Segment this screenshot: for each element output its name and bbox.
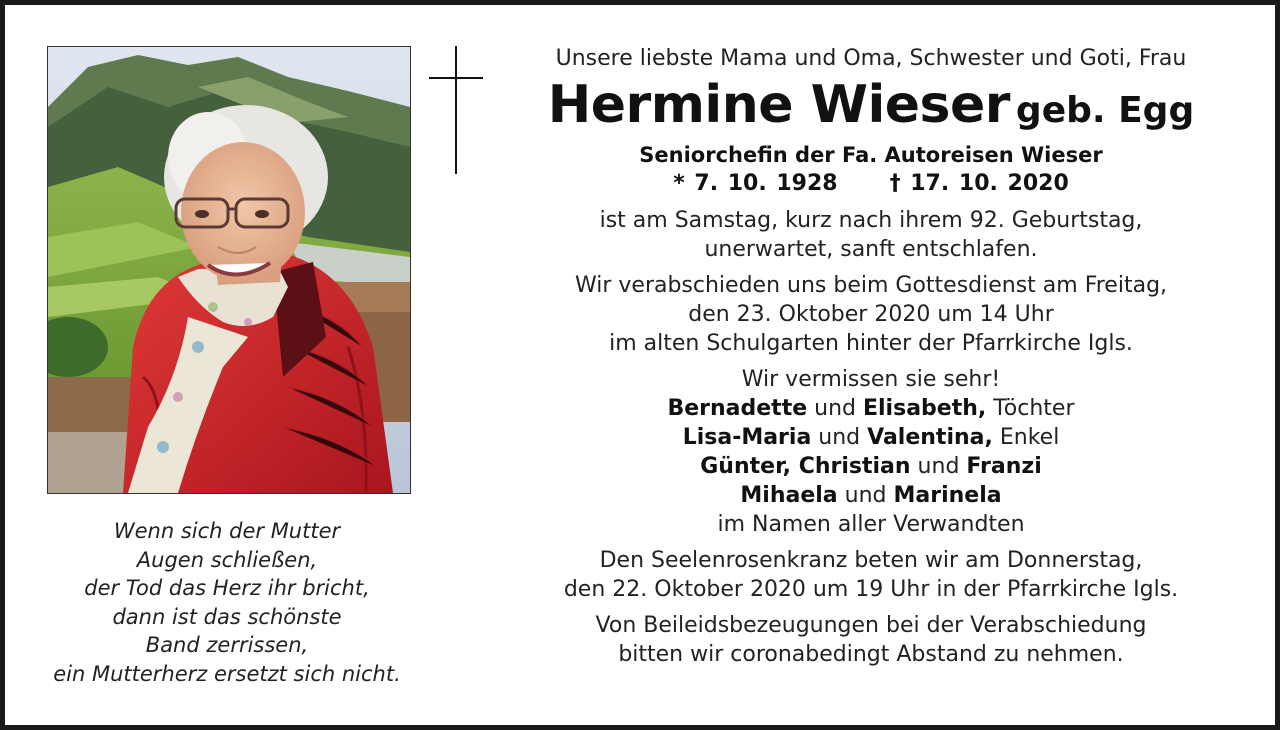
rosary-line: den 22. Oktober 2020 um 19 Uhr in der Pfarrkirche Igls.: [563, 577, 1179, 602]
mourner-join: und: [811, 425, 868, 450]
mourner-name: Mihaela: [740, 483, 838, 508]
rosary-line: Den Seelenrosenkranz beten wir am Donnerstag,: [599, 548, 1143, 573]
deceased-name: [505, 75, 1237, 141]
mourner-name: Bernadette: [667, 396, 808, 421]
mourner-name: Günter, Christian: [700, 454, 911, 479]
condolence-notice: [505, 611, 1237, 669]
mourners-heading: Wir vermissen sie sehr!: [741, 367, 1001, 392]
mourner-line: [505, 423, 1237, 452]
latin-cross-icon-bar: [429, 77, 483, 79]
death-date: † 17. 10. 2020: [889, 171, 1069, 196]
mourner-line: [505, 481, 1237, 510]
poem-line: der Tod das Herz ihr bricht,: [84, 576, 370, 601]
condolence-line: bitten wir coronabedingt Abstand zu nehmen.: [618, 642, 1124, 667]
mourners: [505, 365, 1237, 539]
mourner-line: [505, 394, 1237, 423]
poem-line: ein Mutterherz ersetzt sich nicht.: [53, 661, 401, 686]
message-line: ist am Samstag, kurz nach ihrem 92. Geburtstag,: [599, 208, 1143, 233]
mourner-join: und: [807, 396, 863, 421]
intro-line: Unsere liebste Mama und Oma, Schwester und Goti, Frau: [555, 46, 1187, 71]
poem-line: Augen schließen,: [136, 547, 318, 572]
mourner-name: Valentina,: [867, 425, 993, 450]
mourner-relation: Enkel: [992, 425, 1060, 450]
rosary-notice: [505, 546, 1237, 604]
poem-line: Wenn sich der Mutter: [113, 519, 341, 543]
portrait-photo: [47, 46, 411, 494]
mourners-closing: im Namen aller Verwandten: [717, 512, 1025, 537]
latin-cross-icon: [455, 46, 457, 174]
deceased-role: Seniorchefin der Fa. Autoreisen Wieser: [639, 143, 1103, 167]
mourner-name: Lisa-Maria: [682, 425, 812, 450]
mourner-name: Franzi: [966, 454, 1042, 479]
maiden-name: geb. Egg: [1015, 90, 1195, 131]
mourner-name: Elisabeth,: [862, 396, 987, 421]
passing-message: [505, 206, 1237, 264]
mourner-name: Marinela: [893, 483, 1002, 508]
mourner-line: [505, 452, 1237, 481]
mourner-relation: Töchter: [986, 396, 1075, 421]
service-line: Wir verabschieden uns beim Gottesdienst am Freitag,: [574, 273, 1168, 298]
funeral-service: [505, 271, 1237, 358]
mourner-join: und: [837, 483, 894, 508]
message-line: unerwartet, sanft entschlafen.: [704, 237, 1038, 262]
poem: [25, 517, 429, 689]
birth-date: * 7. 10. 1928: [673, 171, 838, 196]
mourner-join: und: [910, 454, 967, 479]
service-line: im alten Schulgarten hinter der Pfarrkirche Igls.: [609, 331, 1133, 356]
poem-line: Band zerrissen,: [145, 633, 309, 658]
deceased-full-name: Hermine Wieser: [547, 75, 1010, 135]
poem-line: dann ist das schönste: [112, 604, 342, 629]
life-dates: [505, 169, 1237, 199]
service-line: den 23. Oktober 2020 um 14 Uhr: [688, 302, 1054, 327]
condolence-line: Von Beileidsbezeugungen bei der Verabschiedung: [595, 613, 1147, 638]
announcement-text: [505, 43, 1237, 669]
